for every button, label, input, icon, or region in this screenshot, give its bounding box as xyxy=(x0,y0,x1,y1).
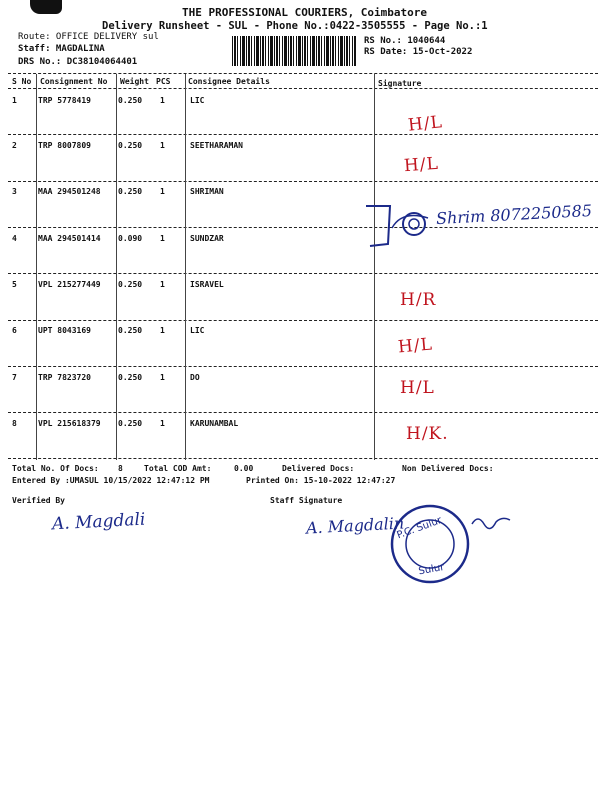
cell-pcs: 1 xyxy=(160,96,165,105)
printed-on: Printed On: 15-10-2022 12:47:27 xyxy=(246,476,396,485)
cell-sno: 2 xyxy=(12,141,17,150)
column-divider xyxy=(185,74,186,460)
total-docs-label: Total No. Of Docs: xyxy=(12,464,99,473)
col-header-consignment: Consignment No xyxy=(40,77,108,86)
row-divider xyxy=(8,181,598,182)
cell-pcs: 1 xyxy=(160,326,165,335)
non-delivered-docs-label: Non Delivered Docs: xyxy=(402,464,494,473)
cell-weight: 0.250 xyxy=(118,373,143,382)
row-divider xyxy=(8,412,598,413)
barcode xyxy=(232,36,356,66)
staff-handwritten-signature: A. Magdalin xyxy=(305,513,405,538)
runsheet-title: Delivery Runsheet - SUL - Phone No.:0422-3505555 - Page No.:1 xyxy=(102,20,488,32)
staff-name: Staff: MAGDALINA xyxy=(18,44,105,54)
cell-consignment: VPL 215618379 xyxy=(38,419,101,428)
cell-consignment: UPT 8043169 xyxy=(38,326,91,335)
signature-scribble xyxy=(362,200,442,250)
total-cod-value: 0.00 xyxy=(234,464,254,473)
cell-pcs: 1 xyxy=(160,373,165,382)
cell-signature: H/L xyxy=(407,112,444,136)
cell-sno: 4 xyxy=(12,234,17,243)
total-docs-value: 8 xyxy=(118,464,123,473)
cell-sno: 6 xyxy=(12,326,17,335)
col-header-pcs: PCS xyxy=(156,77,171,86)
office-stamp xyxy=(388,502,472,586)
cell-consignment: TRP 7823720 xyxy=(38,373,91,382)
column-divider xyxy=(116,74,117,460)
row-divider xyxy=(8,273,598,274)
cell-consignment: MAA 294501414 xyxy=(38,234,101,243)
column-divider xyxy=(36,74,37,460)
column-divider xyxy=(374,74,375,460)
rs-number: RS No.: 1040644 xyxy=(364,36,446,46)
cell-consignment: VPL 215277449 xyxy=(38,280,101,289)
cell-weight: 0.250 xyxy=(118,280,143,289)
cell-consignment: TRP 8007809 xyxy=(38,141,91,150)
signature-flourish xyxy=(470,512,520,532)
cell-signature: Shrim 8072250585 xyxy=(435,200,593,229)
cell-sno: 7 xyxy=(12,373,17,382)
cell-weight: 0.250 xyxy=(118,326,143,335)
total-cod-label: Total COD Amt: xyxy=(144,464,212,473)
cell-pcs: 1 xyxy=(160,187,165,196)
table-bottom-rule xyxy=(8,458,598,459)
stamp-text-top: P.C. Sulur xyxy=(395,514,444,542)
cell-signature: H/R xyxy=(400,290,437,310)
table-header-rule xyxy=(8,88,598,89)
cell-signature: H/L xyxy=(403,153,440,177)
redaction-blot xyxy=(30,0,62,14)
col-header-consignee: Consignee Details xyxy=(188,77,270,86)
row-divider xyxy=(8,227,598,228)
col-header-sno: S No xyxy=(12,77,32,86)
verified-signature: A. Magdali xyxy=(51,509,146,535)
cell-sno: 5 xyxy=(12,280,17,289)
cell-pcs: 1 xyxy=(160,419,165,428)
company-name: THE PROFESSIONAL COURIERS, Coimbatore xyxy=(182,6,428,19)
col-header-weight: Weight xyxy=(120,77,149,86)
cell-weight: 0.250 xyxy=(118,187,143,196)
cell-signature: H/K. xyxy=(406,424,449,444)
route: Route: OFFICE DELIVERY sul xyxy=(18,32,159,42)
entered-by: Entered By :UMASUL 10/15/2022 12:47:12 PM xyxy=(12,476,210,485)
table-top-rule xyxy=(8,73,598,74)
cell-consignee: LIC xyxy=(190,326,205,335)
cell-consignee: SHRIMAN xyxy=(190,187,224,196)
cell-signature: H/L xyxy=(400,378,435,398)
cell-sno: 8 xyxy=(12,419,17,428)
cell-weight: 0.250 xyxy=(118,96,143,105)
cell-consignee: SUNDZAR xyxy=(190,234,224,243)
cell-consignment: TRP 5778419 xyxy=(38,96,91,105)
stamp-text-bottom: Sulur xyxy=(417,561,446,578)
cell-consignee: ISRAVEL xyxy=(190,280,224,289)
cell-weight: 0.250 xyxy=(118,141,143,150)
staff-signature-label: Staff Signature xyxy=(270,496,343,505)
delivered-docs-label: Delivered Docs: xyxy=(282,464,355,473)
cell-pcs: 1 xyxy=(160,280,165,289)
verified-by-label: Verified By xyxy=(12,496,65,505)
cell-consignee: SEETHARAMAN xyxy=(190,141,243,150)
row-divider xyxy=(8,320,598,321)
cell-consignee: KARUNAMBAL xyxy=(190,419,239,428)
cell-pcs: 1 xyxy=(160,234,165,243)
rs-date: RS Date: 15-Oct-2022 xyxy=(364,47,473,57)
cell-consignee: DO xyxy=(190,373,200,382)
row-divider xyxy=(8,134,598,135)
cell-weight: 0.090 xyxy=(118,234,143,243)
cell-weight: 0.250 xyxy=(118,419,143,428)
cell-sno: 1 xyxy=(12,96,17,105)
row-divider xyxy=(8,366,598,367)
col-header-signature: Signature xyxy=(378,79,422,88)
cell-sno: 3 xyxy=(12,187,17,196)
cell-consignment: MAA 294501248 xyxy=(38,187,101,196)
drs-number: DRS No.: DC38104064401 xyxy=(18,57,138,67)
cell-signature: H/L xyxy=(397,334,434,358)
cell-consignee: LIC xyxy=(190,96,205,105)
cell-pcs: 1 xyxy=(160,141,165,150)
